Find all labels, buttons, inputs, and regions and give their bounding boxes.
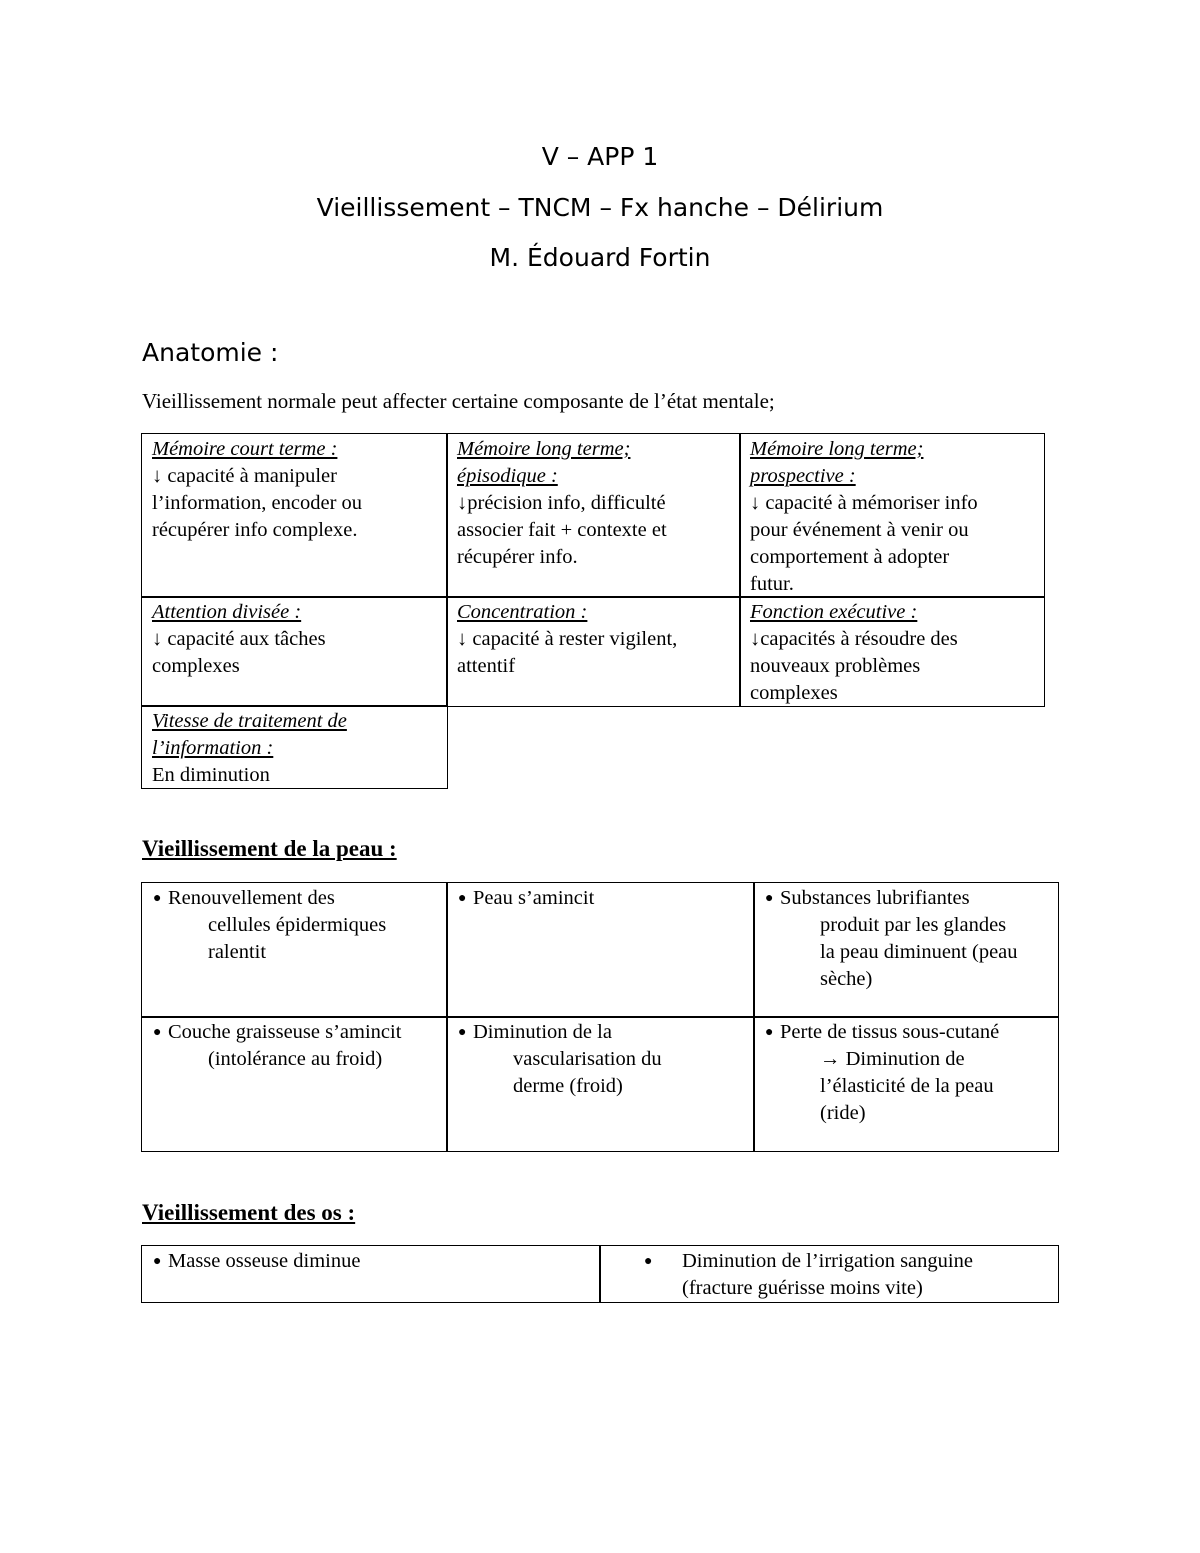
anatomie-cell: [141, 705, 448, 789]
cell-text-line: l’élasticité de la peau: [820, 1075, 994, 1097]
cell-text-line: produit par les glandes: [820, 914, 1007, 936]
cell-text-line: → Diminution de: [820, 1048, 965, 1070]
anatomie-cell: [141, 596, 448, 707]
anatomie-cell: [141, 433, 448, 598]
cell-body-line: ↓ capacité à manipuler: [152, 465, 337, 487]
peau-cell: [753, 1016, 1059, 1152]
cell-text-line: cellules épidermiques: [208, 914, 387, 936]
cell-title-line: Concentration :: [457, 601, 588, 623]
bullet-icon: ●: [765, 891, 774, 906]
cell-body-line: attentif: [457, 655, 516, 677]
bullet-icon: ●: [153, 891, 162, 906]
os-cell: [599, 1245, 1059, 1303]
cell-title-line: Vitesse de traitement de: [152, 710, 347, 732]
cell-body-line: ↓précision info, difficulté: [457, 492, 666, 514]
bullet-icon: ●: [644, 1254, 653, 1269]
os-title: Vieillissement des os :: [142, 1200, 356, 1225]
anatomie-title: Anatomie :: [142, 338, 279, 367]
cell-body-line: l’information, encoder ou: [152, 492, 363, 514]
os-cell: [141, 1245, 601, 1303]
cell-body-line: comportement à adopter: [750, 546, 950, 568]
cell-body-line: pour événement à venir ou: [750, 519, 969, 541]
cell-text-line: sèche): [820, 968, 873, 990]
peau-cell: [753, 882, 1059, 1018]
bullet-icon: ●: [765, 1025, 774, 1040]
bullet-icon: ●: [153, 1254, 162, 1269]
cell-text-line: vascularisation du: [513, 1048, 662, 1070]
cell-text-line: Substances lubrifiantes: [780, 887, 970, 909]
bullet-icon: ●: [458, 891, 467, 906]
cell-text-line: (ride): [820, 1102, 866, 1124]
peau-cell: [446, 882, 755, 1018]
cell-body-line: complexes: [152, 655, 240, 677]
anatomie-cell: [739, 433, 1045, 598]
anatomie-cell: [446, 596, 741, 707]
cell-title-line: Mémoire long terme;: [750, 438, 924, 460]
cell-body-line: futur.: [750, 573, 794, 595]
document-subheading: Vieillissement – TNCM – Fx hanche – Délirium: [316, 193, 884, 222]
cell-title-line: épisodique :: [457, 465, 558, 487]
anatomie-intro: Vieillissement normale peut affecter certaine composante de l’état mentale;: [142, 389, 775, 413]
cell-text-line: Diminution de la: [473, 1021, 612, 1043]
cell-body-line: complexes: [750, 682, 838, 704]
cell-body-line: ↓ capacité à rester vigilent,: [457, 628, 678, 650]
cell-title-line: l’information :: [152, 737, 274, 759]
cell-text-line: la peau diminuent (peau: [820, 941, 1018, 963]
cell-title-line: Mémoire long terme;: [457, 438, 631, 460]
document-author: M. Édouard Fortin: [489, 243, 711, 272]
cell-body-line: ↓capacités à résoudre des: [750, 628, 958, 650]
bullet-icon: ●: [458, 1025, 467, 1040]
cell-body-line: nouveaux problèmes: [750, 655, 921, 677]
peau-cell: [141, 882, 448, 1018]
peau-title: Vieillissement de la peau :: [142, 836, 397, 861]
cell-title-line: prospective :: [750, 465, 856, 487]
cell-text-line: Diminution de l’irrigation sanguine: [682, 1250, 973, 1272]
cell-text-line: Renouvellement des: [168, 887, 335, 909]
bullet-icon: ●: [153, 1025, 162, 1040]
cell-text-line: Peau s’amincit: [473, 887, 595, 909]
cell-title-line: Attention divisée :: [152, 601, 302, 623]
cell-body-line: ↓ capacité aux tâches: [152, 628, 326, 650]
cell-body-line: En diminution: [152, 764, 270, 786]
cell-text-line: (intolérance au froid): [208, 1048, 383, 1070]
peau-cell: [141, 1016, 448, 1152]
cell-body-line: récupérer info.: [457, 546, 578, 568]
anatomie-cell: [446, 433, 741, 598]
cell-text-line: ralentit: [208, 941, 267, 963]
anatomie-cell: [739, 596, 1045, 707]
cell-title-line: Mémoire court terme :: [152, 438, 338, 460]
cell-body-line: associer fait + contexte et: [457, 519, 667, 541]
cell-text-line: (fracture guérisse moins vite): [682, 1277, 923, 1299]
cell-body-line: ↓ capacité à mémoriser info: [750, 492, 978, 514]
document-heading: V – APP 1: [541, 142, 659, 171]
cell-text-line: Couche graisseuse s’amincit: [168, 1021, 402, 1043]
cell-text-line: Masse osseuse diminue: [168, 1250, 361, 1272]
cell-title-line: Fonction exécutive :: [750, 601, 918, 623]
peau-cell: [446, 1016, 755, 1152]
cell-text-line: Perte de tissus sous-cutané: [780, 1021, 1000, 1043]
cell-body-line: récupérer info complexe.: [152, 519, 358, 541]
cell-text-line: derme (froid): [513, 1075, 623, 1097]
